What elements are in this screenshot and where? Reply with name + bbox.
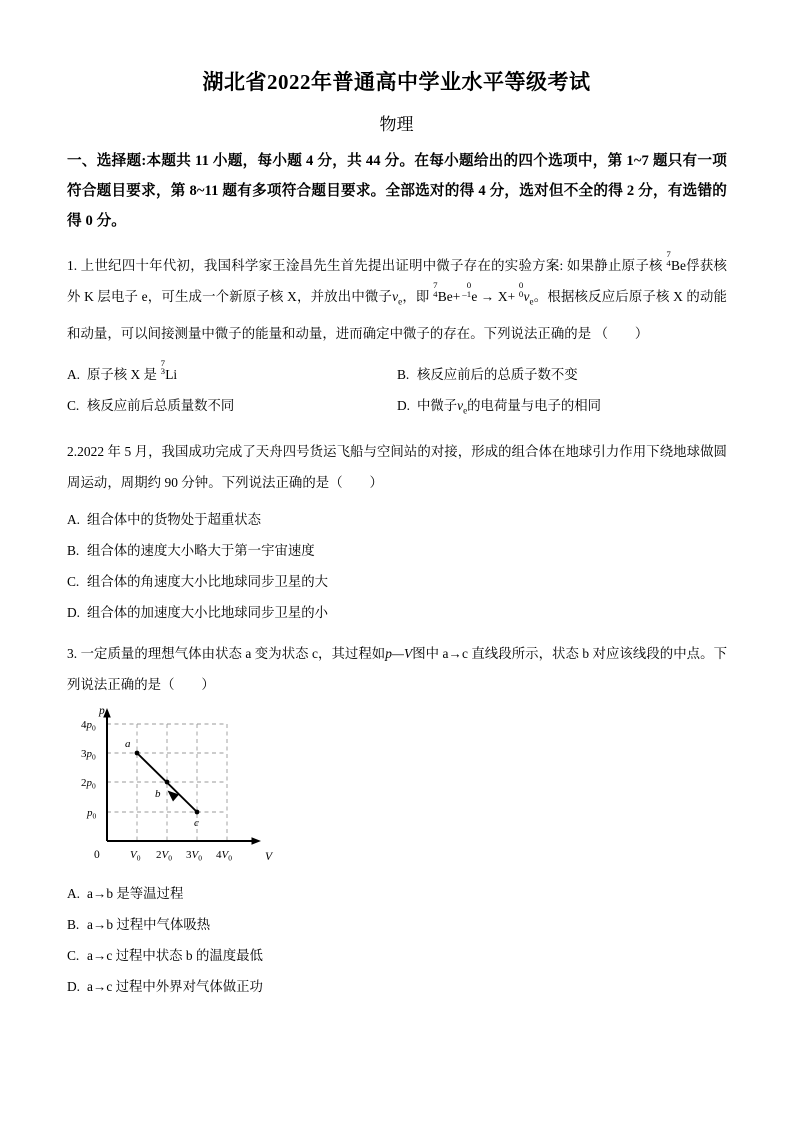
question-1-text-part1: 上世纪四十年代初，我国科学家王淦昌先生首先提出证明中微子存在的实验方案: 如果静止原子核 <box>80 258 663 273</box>
nuclide-be-symbol: Be <box>670 258 686 273</box>
question-3 <box>67 638 727 1002</box>
option-c-label: C. <box>67 574 80 590</box>
y-tick-4p0: $4p_0$ <box>81 719 96 733</box>
section-instructions: 一、选择题:本题共 11 小题，每小题 4 分，共 44 分。在每小题给出的四个选项中，第 1~7 题只有一项符合题目要求，第 8~11 题有多项符合题目要求。全部选对的得 4 分，选对但不全的得 2 分，有选错的得 0 分。 <box>67 153 727 229</box>
question-1-text-part3: ，即 <box>402 289 430 304</box>
y-axis-label: p <box>99 705 105 718</box>
option-d-label: D. <box>67 605 81 621</box>
option-b-text: 核反应前后的总质子数不变 <box>417 366 578 382</box>
question-2-options <box>67 504 727 628</box>
question-1-text-part2: 俘获核外 K 层电子 e，可生成一个新原子核 X，并放出中微子 <box>67 258 728 304</box>
data-point-c <box>195 810 200 815</box>
question-1-option-row-1 <box>67 359 727 390</box>
equation-nuclide-neutrino: 0 0 <box>518 280 524 299</box>
option-a-text: 组合体中的货物处于超重状态 <box>87 512 262 528</box>
question-1-option-d[interactable] <box>397 390 727 427</box>
equation-electron-symbol: e <box>471 289 478 304</box>
option-d-text-after: 的电荷量与电子的相同 <box>467 397 602 413</box>
question-3-number: 3. <box>67 646 78 662</box>
option-c-label: C. <box>67 397 80 413</box>
pv-diagram-label: p—V <box>385 646 413 662</box>
equation-nuclide-electron: 0 –1 <box>462 280 472 299</box>
option-b-label: B. <box>397 366 410 382</box>
question-2-option-b[interactable] <box>67 535 727 566</box>
question-3-text-part1: 一定质量的理想气体由状态 a 变为状态 c，其过程如 <box>80 646 386 662</box>
equation-arrow: → <box>480 289 495 304</box>
option-d-text-before: 中微子 <box>417 397 458 413</box>
question-1-option-a[interactable] <box>67 359 397 390</box>
option-a-label: A. <box>67 366 81 382</box>
question-1-option-b[interactable] <box>397 359 727 390</box>
point-label-c: c <box>194 817 199 830</box>
question-1-answer-bracket[interactable]: （ ） <box>594 325 649 341</box>
question-2-stem <box>67 436 727 498</box>
question-3-option-c[interactable] <box>67 940 727 971</box>
question-2-option-a[interactable] <box>67 504 727 535</box>
option-b-label: B. <box>67 543 80 559</box>
option-a-text: a→b 是等温过程 <box>87 886 184 902</box>
question-2-number: 2. <box>67 444 78 460</box>
question-3-option-d[interactable] <box>67 971 727 1002</box>
question-2-text: 2022 年 5 月，我国成功完成了天舟四号货运飞船与空间站的对接，形成的组合体在地球引力作用下绕地球做圆周运动，周期约 90 分钟。下列说法正确的是（ ） <box>67 444 727 491</box>
option-c-text: 核反应前后总质量数不同 <box>87 397 235 413</box>
exam-content <box>67 146 727 1002</box>
y-tick-p0: $p_0$ <box>87 807 97 821</box>
option-d-text: 组合体的加速度大小比地球同步卫星的小 <box>87 605 329 621</box>
option-a-text: 原子核 X 是 <box>87 366 157 382</box>
nuclide-li-7-3: 7 3 <box>160 357 166 377</box>
option-d-label: D. <box>67 979 81 995</box>
x-tick-3v0: $3V_0$ <box>186 849 202 863</box>
equation-neutrino-subscript: e <box>529 296 534 307</box>
nuclide-li-symbol: Li <box>165 366 178 382</box>
option-c-text: a→c 过程中状态 b 的温度最低 <box>87 948 263 964</box>
data-point-b <box>165 780 170 785</box>
option-c-text: 组合体的角速度大小比地球同步卫星的大 <box>87 574 329 590</box>
question-2-option-c[interactable] <box>67 566 727 597</box>
equation-x: X+ <box>497 289 516 304</box>
y-tick-2p0: $2p_0$ <box>81 777 96 791</box>
equation-nuclide-be: 7 4 <box>433 280 438 299</box>
question-2 <box>67 436 727 628</box>
option-c-label: C. <box>67 948 80 964</box>
page-title: 湖北省2022年普通高中学业水平等级考试 <box>202 70 591 94</box>
option-b-text: a→b 过程中气体吸热 <box>87 917 211 933</box>
question-1-option-row-2 <box>67 390 727 427</box>
question-1-number: 1. <box>67 258 78 273</box>
question-3-options <box>67 878 727 1002</box>
pv-diagram-figure <box>67 702 727 878</box>
question-3-option-b[interactable] <box>67 909 727 940</box>
question-1-stem <box>67 250 727 349</box>
subject-title: 物理 <box>379 115 414 134</box>
option-b-text: 组合体的速度大小略大于第一宇宙速度 <box>87 543 315 559</box>
option-b-label: B. <box>67 917 80 933</box>
equation-plus: + <box>452 289 461 304</box>
point-label-b: b <box>155 788 161 801</box>
question-2-option-d[interactable] <box>67 597 727 628</box>
option-a-label: A. <box>67 512 81 528</box>
question-3-text-part2: 图中 a→c 直线段所示，状态 b 对应该线段的中点。下列说法正确的是（ ） <box>67 646 728 693</box>
equation-neutrino-symbol: v <box>523 289 530 304</box>
question-3-option-a[interactable] <box>67 878 727 909</box>
x-tick-v0: $V_0$ <box>130 849 141 863</box>
option-d-neutrino-subscript: e <box>463 405 468 416</box>
question-1 <box>67 250 727 426</box>
x-tick-2v0: $2V_0$ <box>156 849 172 863</box>
option-d-neutrino-symbol: v <box>457 397 464 413</box>
x-axis-label: V <box>265 851 273 864</box>
option-d-label: D. <box>397 397 411 413</box>
x-axis-arrowhead <box>252 838 262 846</box>
question-1-text-part4: 。根据核反应后原子核 X 的动能和动量，可以间接测量中微子的能量和动量，进而确定中微子的存在。下列说法正确的是 <box>67 289 727 341</box>
y-tick-3p0: $3p_0$ <box>81 748 96 762</box>
equation-be-symbol: Be <box>437 289 453 304</box>
nuclide-be-7-4: 7 4 <box>666 249 671 268</box>
origin-label: 0 <box>94 849 100 862</box>
neutrino-symbol: v <box>392 289 399 304</box>
neutrino-subscript: e <box>398 296 403 307</box>
option-d-text: a→c 过程中外界对气体做正功 <box>87 979 263 995</box>
point-label-a: a <box>125 738 131 751</box>
question-1-option-c[interactable] <box>67 390 397 427</box>
option-a-label: A. <box>67 886 81 902</box>
question-3-stem <box>67 638 727 700</box>
question-1-options <box>67 359 727 427</box>
pv-diagram-svg <box>75 702 290 878</box>
data-point-a <box>135 751 140 756</box>
x-tick-4v0: $4V_0$ <box>216 849 232 863</box>
